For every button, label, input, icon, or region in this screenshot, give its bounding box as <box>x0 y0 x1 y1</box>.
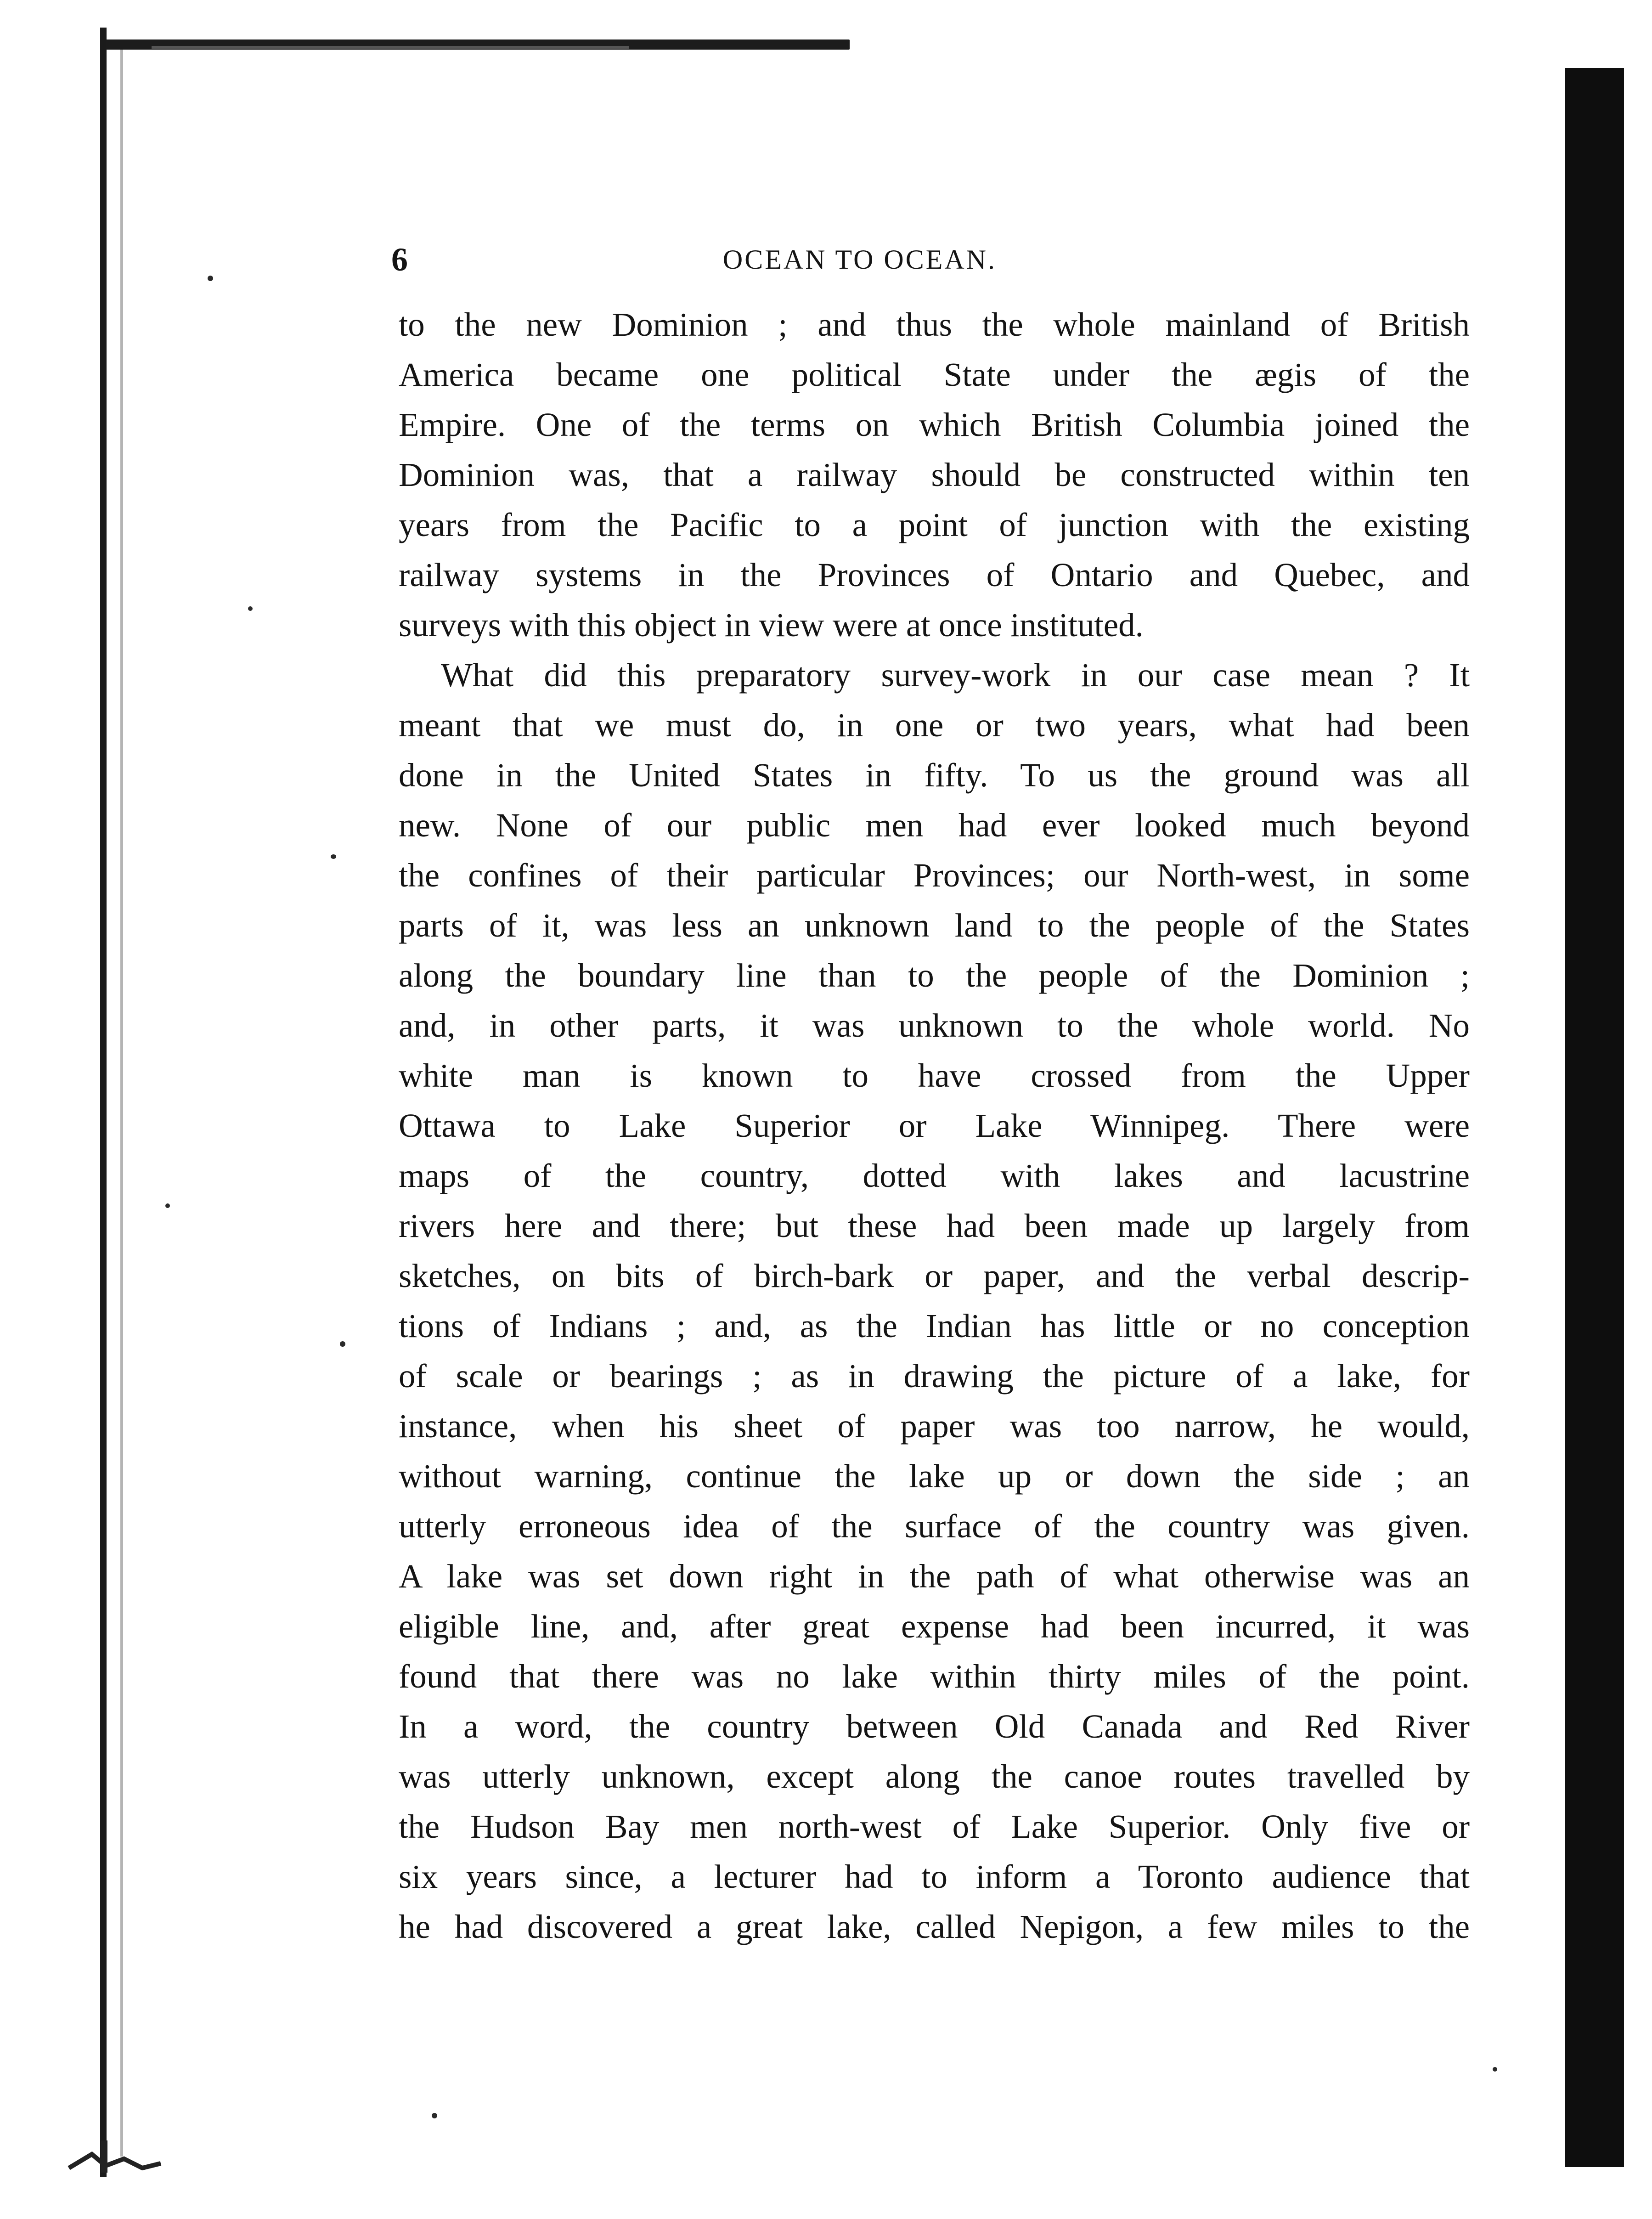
text-line: railway systems in the Provinces of Ontario and Quebec, and <box>399 556 1470 593</box>
text-line: done in the United States in fifty. To us the ground was all <box>399 757 1470 794</box>
text-line: the confines of their particular Provinces; our North-west, in some <box>399 857 1470 894</box>
text-line: new. None of our public men had ever looked much beyond <box>399 807 1470 844</box>
scan-corner-mark <box>64 2122 193 2177</box>
dust-speck <box>331 854 336 859</box>
text-line: of scale or bearings ; as in drawing the picture of a lake, for <box>399 1357 1470 1395</box>
dust-speck <box>165 1203 170 1208</box>
page-edge-shadow-right <box>1565 68 1624 2167</box>
text-line: he had discovered a great lake, called Nepigon, a few miles to the <box>399 1908 1470 1945</box>
text-line: maps of the country, dotted with lakes and lacustrine <box>399 1157 1470 1194</box>
text-line: the Hudson Bay men north-west of Lake Superior. Only five or <box>399 1808 1470 1845</box>
dust-speck <box>1493 2067 1497 2072</box>
text-line: Dominion was, that a railway should be constructed within ten <box>399 456 1470 493</box>
text-line: instance, when his sheet of paper was too narrow, he would, <box>399 1407 1470 1445</box>
text-line: utterly erroneous idea of the surface of the country was given. <box>399 1508 1470 1545</box>
dust-speck <box>208 276 213 281</box>
running-head-title: OCEAN TO OCEAN. <box>722 244 997 275</box>
dust-speck <box>248 606 253 611</box>
text-line: sketches, on bits of birch-bark or paper, and the verbal descrip- <box>399 1257 1470 1294</box>
body-text <box>399 299 1470 1952</box>
scan-border-top-inner <box>152 46 629 49</box>
text-line: years from the Pacific to a point of junction with the existing <box>399 506 1470 543</box>
text-line: meant that we must do, in one or two years, what had been <box>399 706 1470 744</box>
text-line: was utterly unknown, except along the canoe routes travelled by <box>399 1758 1470 1795</box>
text-line: rivers here and there; but these had been made up largely from <box>399 1207 1470 1244</box>
text-line: tions of Indians ; and, as the Indian has little or no conception <box>399 1307 1470 1344</box>
text-line: Empire. One of the terms on which British Columbia joined the <box>399 406 1470 443</box>
page-edge-shadow-left <box>100 28 107 2177</box>
text-line: six years since, a lecturer had to inform a Toronto audience that <box>399 1858 1470 1895</box>
text-line: to the new Dominion ; and thus the whole mainland of British <box>399 306 1470 343</box>
text-line: America became one political State under the ægis of the <box>399 356 1470 393</box>
text-line: and, in other parts, it was unknown to the whole world. No <box>399 1007 1470 1044</box>
text-line: eligible line, and, after great expense had been incurred, it was <box>399 1608 1470 1645</box>
text-line: white man is known to have crossed from the Upper <box>399 1057 1470 1094</box>
text-line: without warning, continue the lake up or down the side ; an <box>399 1457 1470 1495</box>
text-line: parts of it, was less an unknown land to the people of the States <box>399 907 1470 944</box>
text-line: A lake was set down right in the path of what otherwise was an <box>399 1558 1470 1595</box>
text-line: surveys with this object in view were at once instituted. <box>399 606 1144 644</box>
dust-speck <box>340 1341 345 1347</box>
page-edge-line-left <box>120 44 123 2157</box>
text-line: Ottawa to Lake Superior or Lake Winnipeg. There were <box>399 1107 1470 1144</box>
text-line: found that there was no lake within thirty miles of the point. <box>399 1658 1470 1695</box>
dust-speck <box>432 2113 437 2118</box>
page-number: 6 <box>391 241 408 278</box>
text-line: What did this preparatory survey-work in our case mean ? It <box>441 656 1470 694</box>
text-line: along the boundary line than to the people of the Dominion ; <box>399 957 1470 994</box>
text-line: In a word, the country between Old Canada and Red River <box>399 1708 1470 1745</box>
